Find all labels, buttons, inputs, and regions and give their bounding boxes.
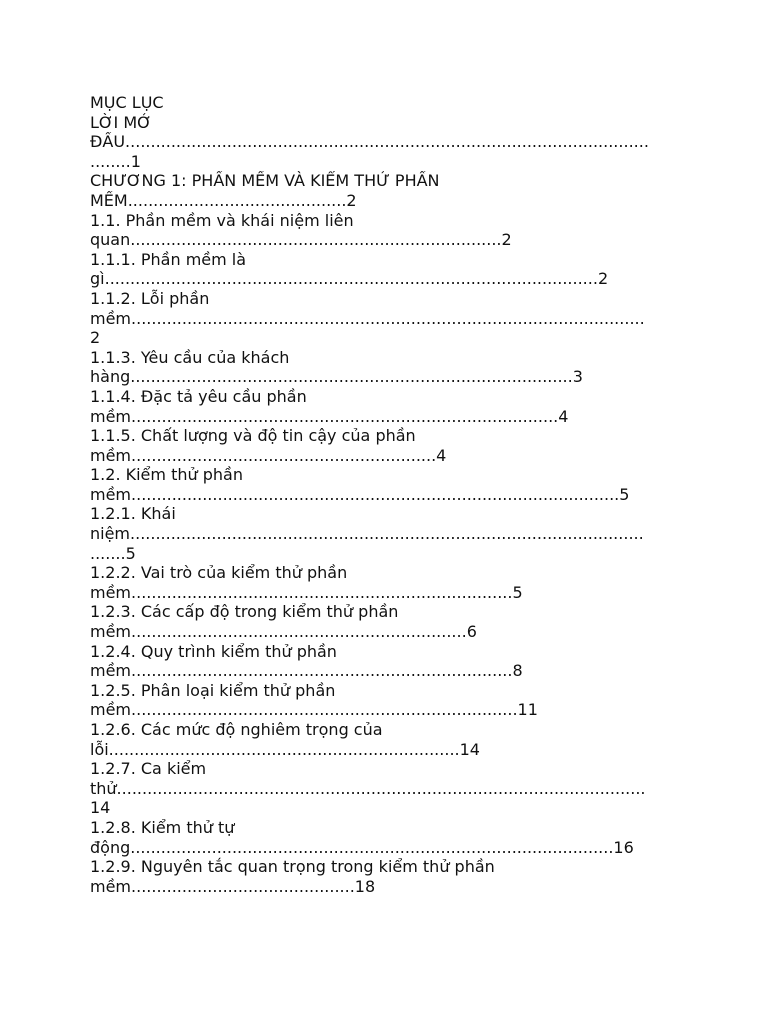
toc-line: 1.2.8. Kiểm thử tự (90, 817, 235, 837)
toc-line: mềm..................................................................................................... (90, 308, 645, 328)
toc-line: mềm...........................................................................5 (90, 582, 523, 602)
toc-line: mềm..................................................................6 (90, 622, 477, 642)
toc-line: 1.2.1. Khái (90, 504, 176, 524)
toc-line: 1.2.6. Các mức độ nghiêm trọng của (90, 720, 383, 739)
toc-line: niệm..................................................................................................... (90, 524, 644, 544)
toc-line: 1.2.3. Các cấp độ trong kiểm thử phần (90, 602, 399, 622)
toc-line: hàng.......................................................................................3 (90, 367, 583, 387)
toc-line: ........1 (90, 151, 141, 171)
toc-heading: MỤC LỤC (90, 93, 164, 112)
toc-line: MỀM...........................................2 (90, 190, 357, 210)
toc-line: 1.2.7. Ca kiểm (90, 759, 207, 779)
toc-line: 1.2. Kiểm thử phần (90, 465, 243, 485)
toc-line: gì.................................................................................................2 (90, 269, 609, 289)
toc-line: động...............................................................................................16 (90, 837, 634, 857)
toc-line: CHƯƠNG 1: PHẦN MỀM VÀ KIỂM THỬ PHẦN (90, 171, 440, 191)
toc-line: quan.........................................................................2 (90, 230, 512, 250)
toc-line: LỜI MỞ (90, 112, 152, 132)
toc-line: 1.1.1. Phần mềm là (90, 249, 247, 269)
toc-line: mềm............................................................................11 (90, 700, 538, 720)
toc-line: mềm................................................................................................5 (90, 484, 630, 504)
toc-line: 1.2.4. Quy trình kiểm thử phần (90, 641, 337, 661)
toc-line: 1.1. Phần mềm và khái niệm liên (90, 210, 354, 230)
toc-line: 1.1.3. Yêu cầu của khách (90, 347, 290, 367)
toc-line: ĐẦU....................................................................................................... (90, 132, 649, 152)
toc-line: mềm...........................................................................8 (90, 661, 523, 681)
toc-line: 1.1.2. Lỗi phần (90, 288, 210, 308)
toc-line: thử........................................................................................................ (90, 778, 646, 798)
toc-line: mềm....................................................................................4 (90, 406, 569, 426)
toc-line: lỗi.....................................................................14 (90, 739, 480, 759)
toc-line: 14 (90, 798, 111, 818)
toc-line: .......5 (90, 543, 136, 563)
toc-line: 1.1.4. Đặc tả yêu cầu phần (90, 386, 307, 406)
toc-line: 1.2.5. Phân loại kiểm thử phần (90, 680, 336, 700)
toc-line: 1.2.2. Vai trò của kiểm thử phần (90, 563, 348, 583)
toc-line: 1.2.9. Nguyên tắc quan trọng trong kiểm thử phần (90, 857, 495, 877)
toc-line: 1.1.5. Chất lượng và độ tin cậy của phần (90, 426, 416, 446)
toc-line: mềm............................................................4 (90, 445, 447, 465)
table-of-contents (90, 93, 676, 896)
toc-line: mềm............................................18 (90, 876, 376, 896)
toc-line: 2 (90, 328, 101, 348)
